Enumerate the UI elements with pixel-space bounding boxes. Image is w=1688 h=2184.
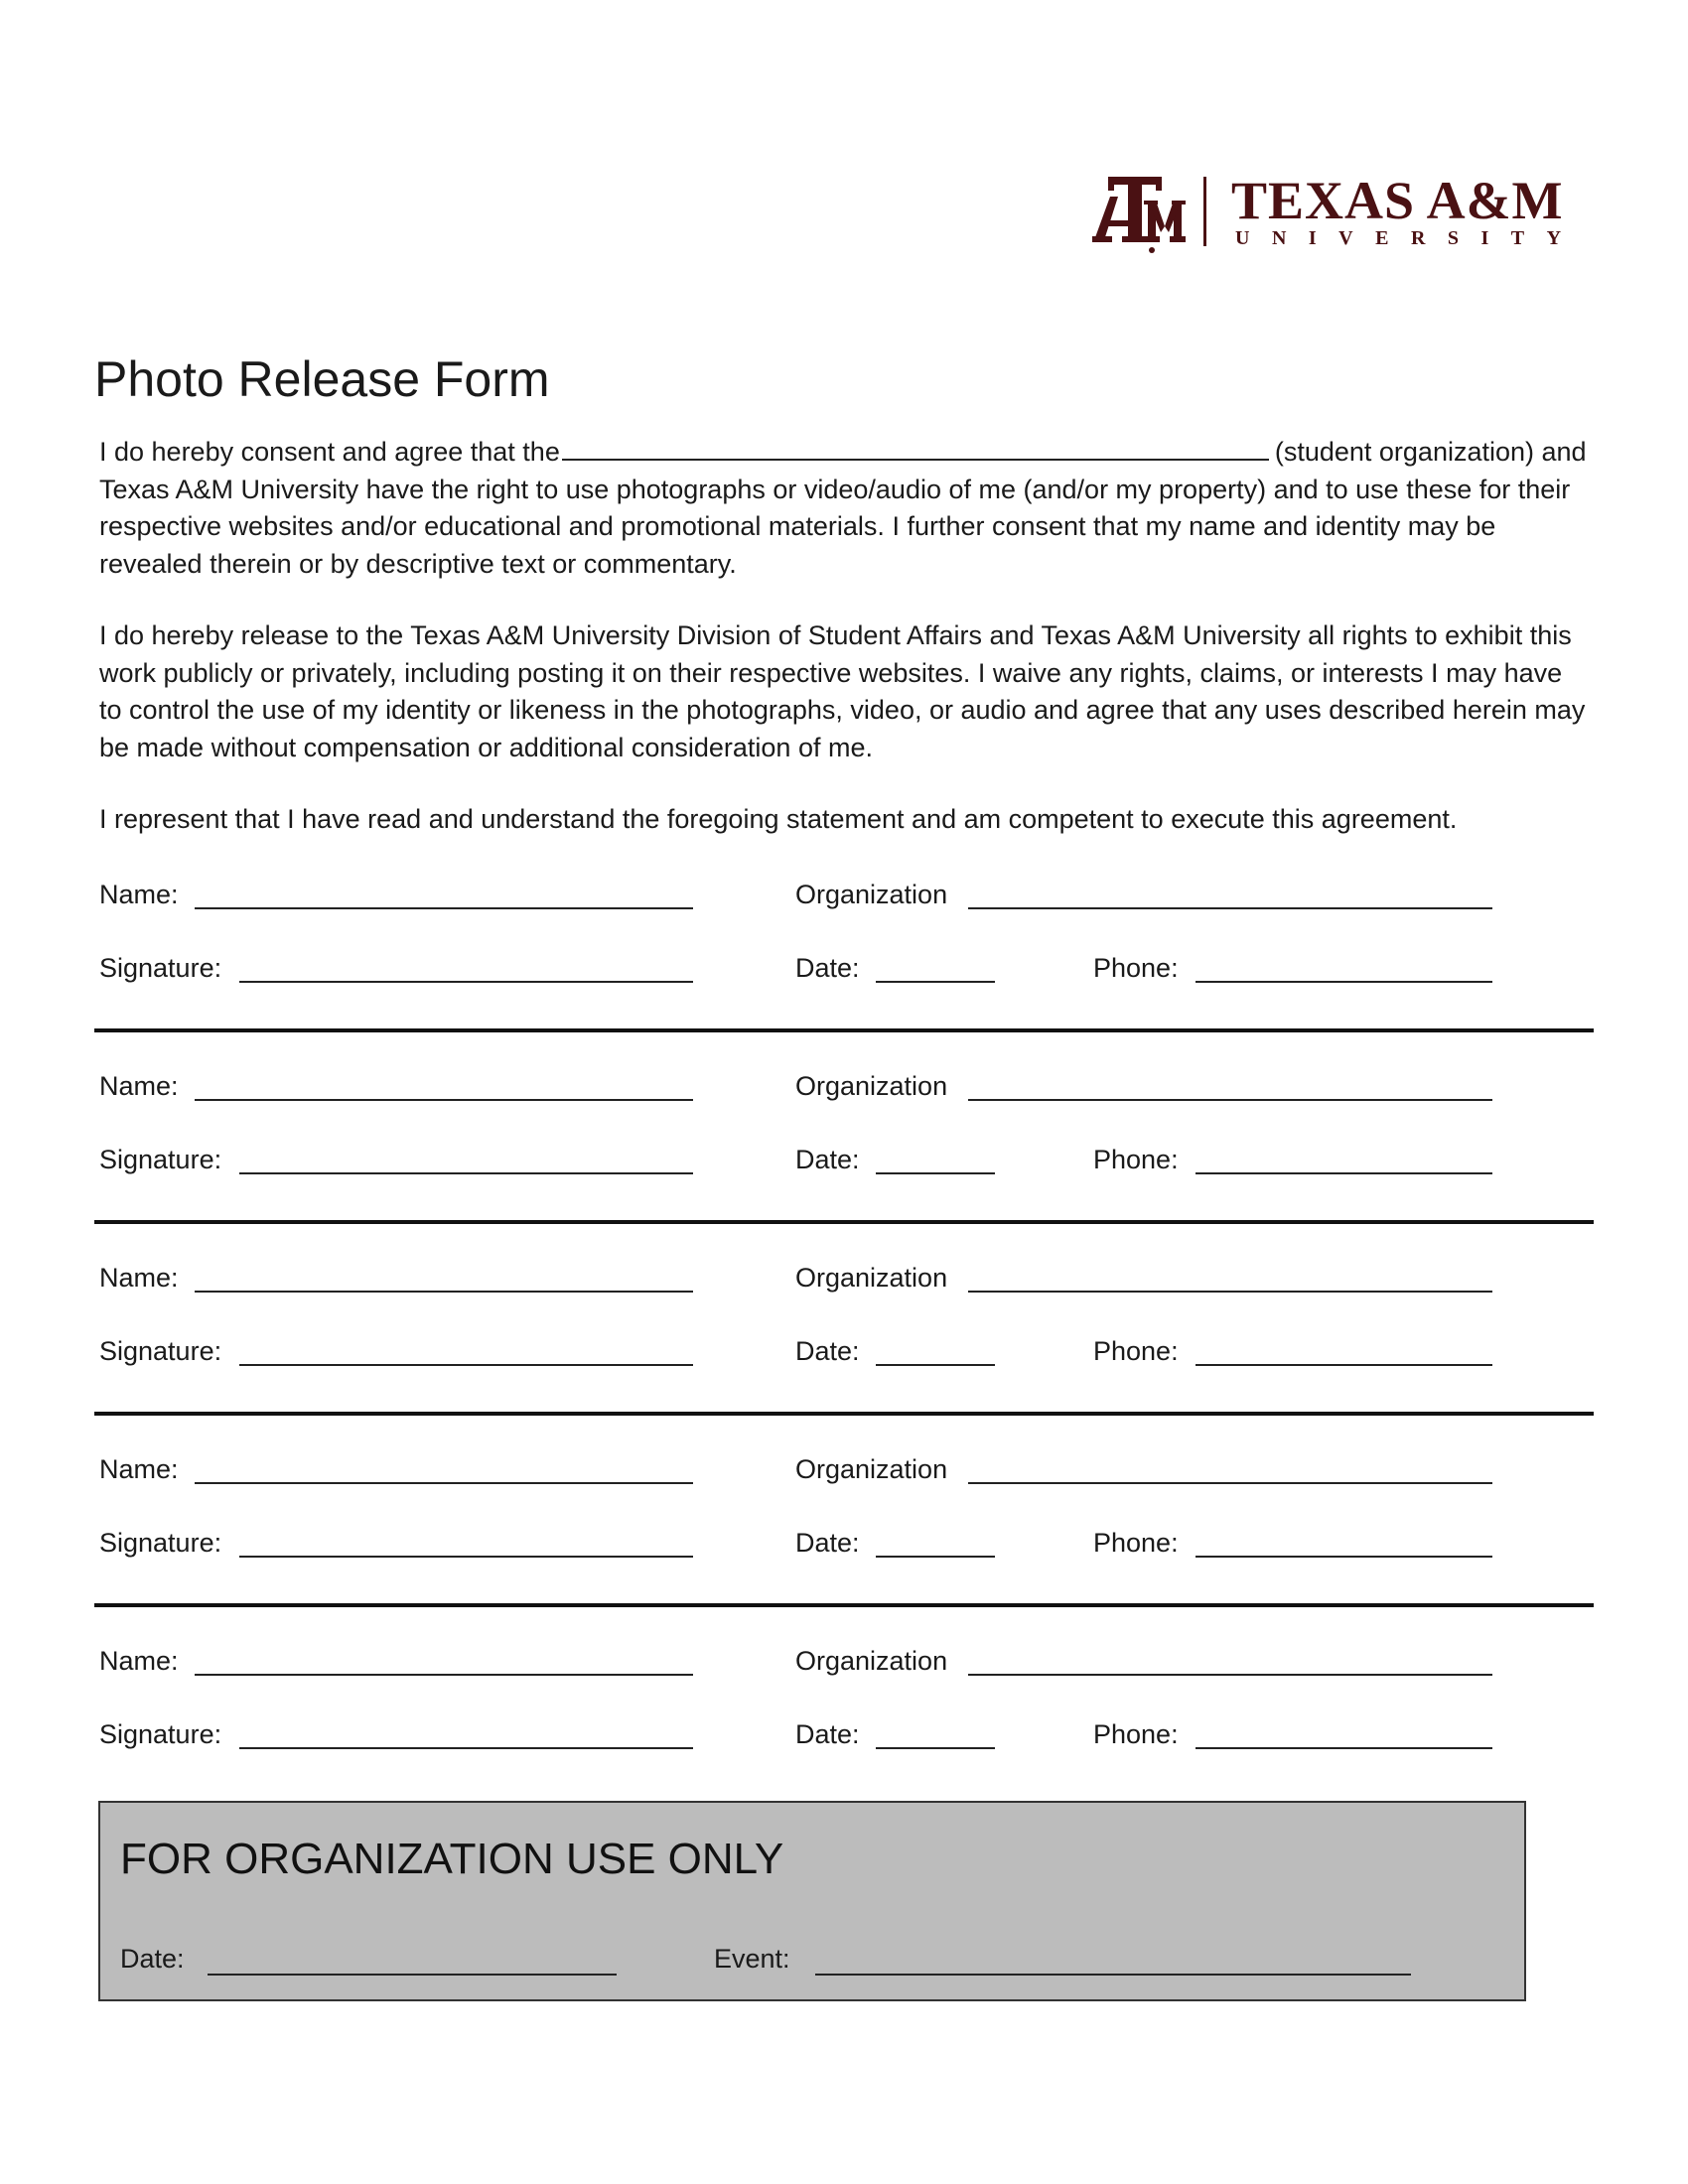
organization-label: Organization	[795, 1071, 948, 1101]
representation-text: I represent that I have read and understand the foregoing statement and am competent to execute this agreement.	[99, 804, 1458, 834]
date-label: Date:	[795, 1528, 860, 1558]
phone-label: Phone:	[1093, 953, 1179, 983]
logo-name: TEXAS A&M	[1231, 171, 1564, 230]
name-field[interactable]	[195, 1291, 693, 1293]
name-field[interactable]	[195, 1674, 693, 1676]
signature-field[interactable]	[239, 981, 693, 983]
phone-field[interactable]	[1196, 1172, 1492, 1174]
org-date-label: Date:	[120, 1944, 185, 1974]
consent-paragraph	[99, 434, 1589, 583]
org-event-field[interactable]	[815, 1974, 1411, 1976]
representation-paragraph	[99, 801, 1589, 839]
section-divider	[94, 1603, 1594, 1607]
signature-block	[0, 1632, 1688, 1824]
signature-block	[0, 866, 1688, 1057]
page-title: Photo Release Form	[94, 351, 550, 407]
name-field[interactable]	[195, 907, 693, 909]
date-field[interactable]	[876, 1747, 995, 1749]
name-label: Name:	[99, 1646, 179, 1676]
texas-am-logo	[1092, 171, 1584, 254]
signature-label: Signature:	[99, 953, 222, 983]
name-label: Name:	[99, 1071, 179, 1101]
organization-label: Organization	[795, 1646, 948, 1676]
organization-field[interactable]	[968, 907, 1492, 909]
phone-field[interactable]	[1196, 1747, 1492, 1749]
organization-field[interactable]	[968, 1099, 1492, 1101]
phone-field[interactable]	[1196, 1556, 1492, 1558]
phone-label: Phone:	[1093, 1336, 1179, 1366]
logo-wordmark	[1231, 171, 1584, 254]
signature-field[interactable]	[239, 1364, 693, 1366]
date-field[interactable]	[876, 981, 995, 983]
signature-label: Signature:	[99, 1145, 222, 1174]
date-label: Date:	[795, 1719, 860, 1749]
date-field[interactable]	[876, 1364, 995, 1366]
phone-label: Phone:	[1093, 1528, 1179, 1558]
date-field[interactable]	[876, 1172, 995, 1174]
signature-block	[0, 1057, 1688, 1249]
logo-subtitle: UNIVERSITY	[1235, 227, 1584, 249]
organization-field[interactable]	[968, 1291, 1492, 1293]
date-field[interactable]	[876, 1556, 995, 1558]
name-label: Name:	[99, 1454, 179, 1484]
atm-logo-icon	[1092, 171, 1211, 254]
section-divider	[94, 1220, 1594, 1224]
section-divider	[94, 1412, 1594, 1416]
phone-label: Phone:	[1093, 1145, 1179, 1174]
signature-field[interactable]	[239, 1556, 693, 1558]
student-organization-blank[interactable]	[562, 435, 1269, 461]
name-label: Name:	[99, 1263, 179, 1293]
signature-label: Signature:	[99, 1719, 222, 1749]
signature-label: Signature:	[99, 1336, 222, 1366]
consent-text-start: I do hereby consent and agree that the	[99, 437, 560, 467]
organization-field[interactable]	[968, 1674, 1492, 1676]
organization-field[interactable]	[968, 1482, 1492, 1484]
organization-label: Organization	[795, 880, 948, 909]
organization-use-title: FOR ORGANIZATION USE ONLY	[120, 1835, 784, 1883]
organization-label: Organization	[795, 1454, 948, 1484]
phone-field[interactable]	[1196, 981, 1492, 983]
section-divider	[94, 1028, 1594, 1032]
org-date-field[interactable]	[208, 1974, 617, 1976]
name-field[interactable]	[195, 1099, 693, 1101]
date-label: Date:	[795, 1145, 860, 1174]
phone-field[interactable]	[1196, 1364, 1492, 1366]
name-field[interactable]	[195, 1482, 693, 1484]
consent-text-end: (student organization) and Texas A&M University have the right to use photographs or video/audio of me (and/or my property) and to use these for their respective websites and/or educational and promotional materials. I further consent that my name and identity may be revealed therein or by descriptive text or commentary.	[99, 437, 1587, 579]
release-paragraph	[99, 617, 1589, 766]
name-label: Name:	[99, 880, 179, 909]
organization-label: Organization	[795, 1263, 948, 1293]
phone-label: Phone:	[1093, 1719, 1179, 1749]
signature-label: Signature:	[99, 1528, 222, 1558]
signature-block	[0, 1440, 1688, 1632]
signature-field[interactable]	[239, 1747, 693, 1749]
signature-field[interactable]	[239, 1172, 693, 1174]
date-label: Date:	[795, 1336, 860, 1366]
release-text: I do hereby release to the Texas A&M University Division of Student Affairs and Texas A&M University all rights to exhibit this work publicly or privately, including posting it on their respective websites. I waive any rights, claims, or interests I may have to control the use of my identity or likeness in the photographs, video, or audio and agree that any uses described herein may be made without compensation or additional consideration of me.	[99, 620, 1586, 762]
signature-block	[0, 1249, 1688, 1440]
date-label: Date:	[795, 953, 860, 983]
organization-use-box	[98, 1801, 1526, 2001]
org-event-label: Event:	[714, 1944, 790, 1974]
